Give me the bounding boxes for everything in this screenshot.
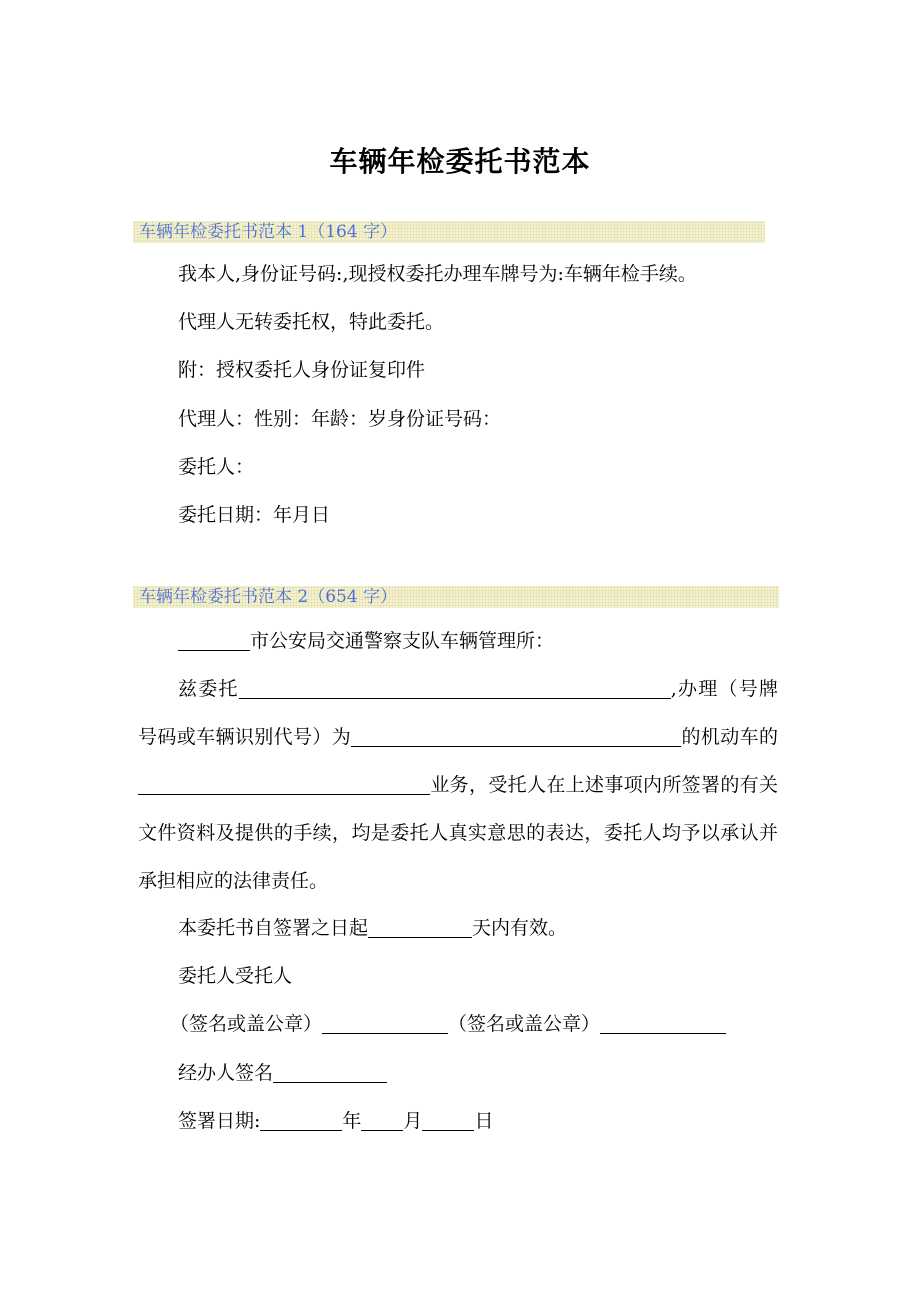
validity-line xyxy=(138,904,778,952)
days-blank xyxy=(368,915,472,938)
entrust-paragraph xyxy=(138,665,778,905)
year-blank xyxy=(260,1108,342,1131)
section-1-line-3: 附：授权委托人身份证复印件 xyxy=(178,359,426,381)
signature-blank-1 xyxy=(322,1011,448,1034)
date-line xyxy=(138,1097,778,1145)
parties-line: 委托人受托人 xyxy=(178,965,293,987)
city-blank xyxy=(178,628,250,651)
section-1-line-6: 委托日期：年月日 xyxy=(178,504,331,526)
section-1-heading: 车辆年检委托书范本 1（164 字） xyxy=(133,221,765,243)
month-blank xyxy=(361,1108,403,1131)
section-1-line-2: 代理人无转委托权，特此委托。 xyxy=(178,311,445,333)
entrust-text-1: 兹委托 xyxy=(178,678,239,700)
addressee-line xyxy=(138,617,778,665)
validity-suffix: 天内有效。 xyxy=(472,917,568,939)
trustee-blank xyxy=(239,676,671,699)
entrust-text-2: ,办理（号牌号码或车辆识别代号）为 xyxy=(138,678,778,748)
plate-blank xyxy=(351,724,681,747)
validity-prefix: 本委托书自签署之日起 xyxy=(178,917,369,939)
handler-label: 经办人签名 xyxy=(178,1062,274,1084)
entrust-text-4: 业务，受托人在上述事项内所签署的有关文件资料及提供的手续，均是委托人真实意思的表达，委托人均予以承认并承担相应的法律责任。 xyxy=(138,774,778,892)
signature-blank-2 xyxy=(600,1011,726,1034)
section-2-heading: 车辆年检委托书范本 2（654 字） xyxy=(133,586,779,608)
signature-line xyxy=(170,1000,790,1048)
date-label: 签署日期: xyxy=(178,1110,261,1132)
addressee-text: 市公安局交通警察支队车辆管理所： xyxy=(250,630,555,652)
handler-line xyxy=(138,1049,778,1097)
signature-label-2: （签名或盖公章） xyxy=(448,1013,601,1035)
year-label: 年 xyxy=(342,1110,362,1132)
section-1-line-1: 我本人,身份证号码:,现授权委托办理车牌号为:车辆年检手续。 xyxy=(178,263,697,285)
business-blank xyxy=(138,772,430,795)
day-label: 日 xyxy=(474,1110,494,1132)
section-1-line-4: 代理人：性别：年龄：岁身份证号码： xyxy=(178,408,502,430)
day-blank xyxy=(422,1108,474,1131)
document-title: 车辆年检委托书范本 xyxy=(329,145,591,178)
section-1-line-5: 委托人： xyxy=(178,456,255,478)
month-label: 月 xyxy=(403,1110,423,1132)
entrust-text-3: 的机动车的 xyxy=(681,726,778,748)
handler-blank xyxy=(273,1060,387,1083)
signature-label-1: （签名或盖公章） xyxy=(170,1013,323,1035)
